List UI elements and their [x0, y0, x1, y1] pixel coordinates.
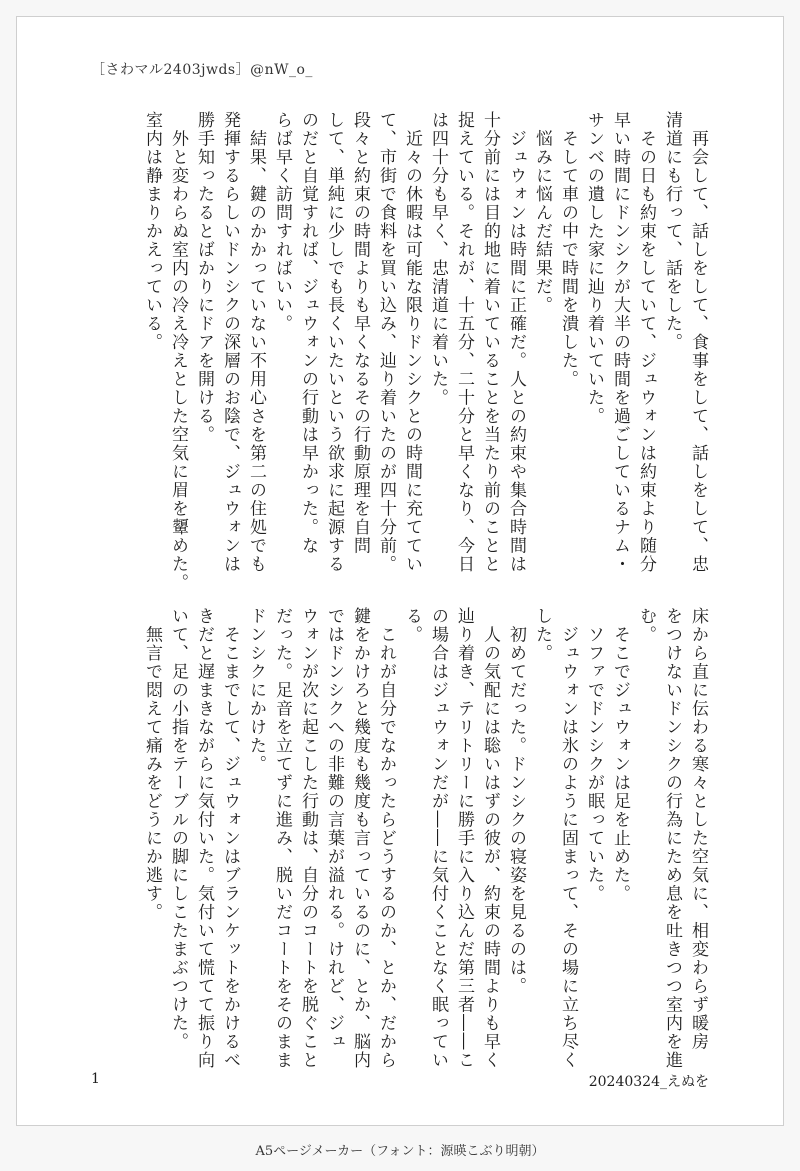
- lower-text-block: [139, 607, 711, 1070]
- text-column: 早い時間にドンシクが大半の時間を過ごしているナム・: [610, 111, 630, 574]
- page-number: 1: [91, 1071, 100, 1087]
- text-column: 室内は静まりかえっている。: [142, 111, 162, 352]
- text-column: だった。足音を立てずに進み、脱いだコートをそのまま: [272, 607, 292, 1070]
- text-column: 再会して、話しをして、食事をして、話しをして、忠: [688, 111, 708, 574]
- text-column: をつけないドンシクの行為にため息を吐きつつ室内を進: [662, 607, 682, 1070]
- text-column: 勝手知ったるとばかりにドアを開ける。: [194, 111, 214, 444]
- text-column: きだと遅まきながらに気付いた。気付いて慌てて振り向: [194, 607, 214, 1070]
- text-column: 外と変わらぬ室内の冷え冷えとした空気に眉を顰めた。: [168, 111, 188, 592]
- text-column: 発揮するらしいドンシクの深層のお陰で、ジュウォンは: [220, 111, 240, 574]
- text-column: サンベの遺した家に辿り着いていた。: [584, 111, 604, 426]
- text-column: そこまでして、ジュウォンはブランケットをかけるべ: [220, 607, 240, 1070]
- text-column: ウォンが次に起こした行動は、自分のコートを脱ぐこと: [298, 607, 318, 1070]
- text-column: 辿り着き、テリトリーに勝手に入り込んだ第三者――こ: [454, 607, 474, 1070]
- text-column: これが自分でなかったらどうするのか、とか、だから: [376, 607, 396, 1070]
- text-column: した。: [532, 607, 552, 663]
- text-column: ドンシクにかけた。: [246, 607, 266, 774]
- text-column: る。: [402, 607, 422, 644]
- text-column: その日も約束をしていて、ジュウォンは約束より随分: [636, 111, 656, 574]
- text-column: いて、足の小指をテーブルの脚にしこたまぶつけた。: [168, 607, 188, 1051]
- manuscript-page: [16, 16, 784, 1126]
- text-column: らば早く訪問すればいい。: [272, 111, 292, 333]
- text-column: の場合はジュウォンだが――に気付くことなく眠ってい: [428, 607, 448, 1070]
- text-column: 清道にも行って、話をした。: [662, 111, 682, 352]
- text-column: ソファでドンシクが眠っていた。: [584, 607, 604, 903]
- generator-caption: A5ページメーカー（フォント：源暎こぶり明朝）: [255, 1144, 545, 1159]
- text-column: む。: [636, 607, 656, 644]
- text-column: 段々と約束の時間よりも早くなるその行動原理を自問: [350, 111, 370, 555]
- text-column: そこでジュウォンは足を止めた。: [610, 607, 630, 903]
- text-column: ではドンシクへの非難の言葉が溢れる。けれど、ジュ: [324, 607, 344, 1051]
- text-column: 捉えている。それが、十五分、二十分と早くなり、今日: [454, 111, 474, 574]
- text-column: 無言で悶えて痛みをどうにか逃す。: [142, 607, 162, 922]
- text-column: ジュウォンは時間に正確だ。人との約束や集合時間は: [506, 111, 526, 574]
- text-column: 初めてだった。ドンシクの寝姿を見るのは。: [506, 607, 526, 996]
- text-column: 鍵をかけろと幾度も幾度も言っているのに、とか、脳内: [350, 607, 370, 1070]
- text-column: 床から直に伝わる寒々とした空気に、相変わらず暖房: [688, 607, 708, 1051]
- text-column: ジュウォンは氷のように固まって、その場に立ち尽く: [558, 607, 578, 1070]
- text-column: のだと自覚すれば、ジュウォンの行動は早かった。な: [298, 111, 318, 555]
- text-column: て、市街で食料を買い込み、辿り着いたのが四十分前。: [376, 111, 396, 574]
- text-column: 人の気配には聡いはずの彼が、約束の時間よりも早く: [480, 607, 500, 1070]
- text-column: は四十分も早く、忠清道に着いた。: [428, 111, 448, 407]
- text-column: 近々の休暇は可能な限りドンシクとの時間に充ててい: [402, 111, 422, 574]
- text-column: 十分前には目的地に着いていることを当たり前のことと: [480, 111, 500, 574]
- text-column: 結果、鍵のかかっていない不用心さを第二の住処でも: [246, 111, 266, 574]
- text-column: して、単純に少しでも長くいたいという欲求に起源する: [324, 111, 344, 574]
- text-column: 悩みに悩んだ結果だ。: [532, 111, 552, 315]
- footer-date-author: 20240324_えぬを: [588, 1074, 709, 1090]
- page-header: ［さわマル2403jwds］@nW_o_: [91, 62, 313, 78]
- upper-text-block: [139, 111, 711, 592]
- text-column: そして車の中で時間を潰した。: [558, 111, 578, 389]
